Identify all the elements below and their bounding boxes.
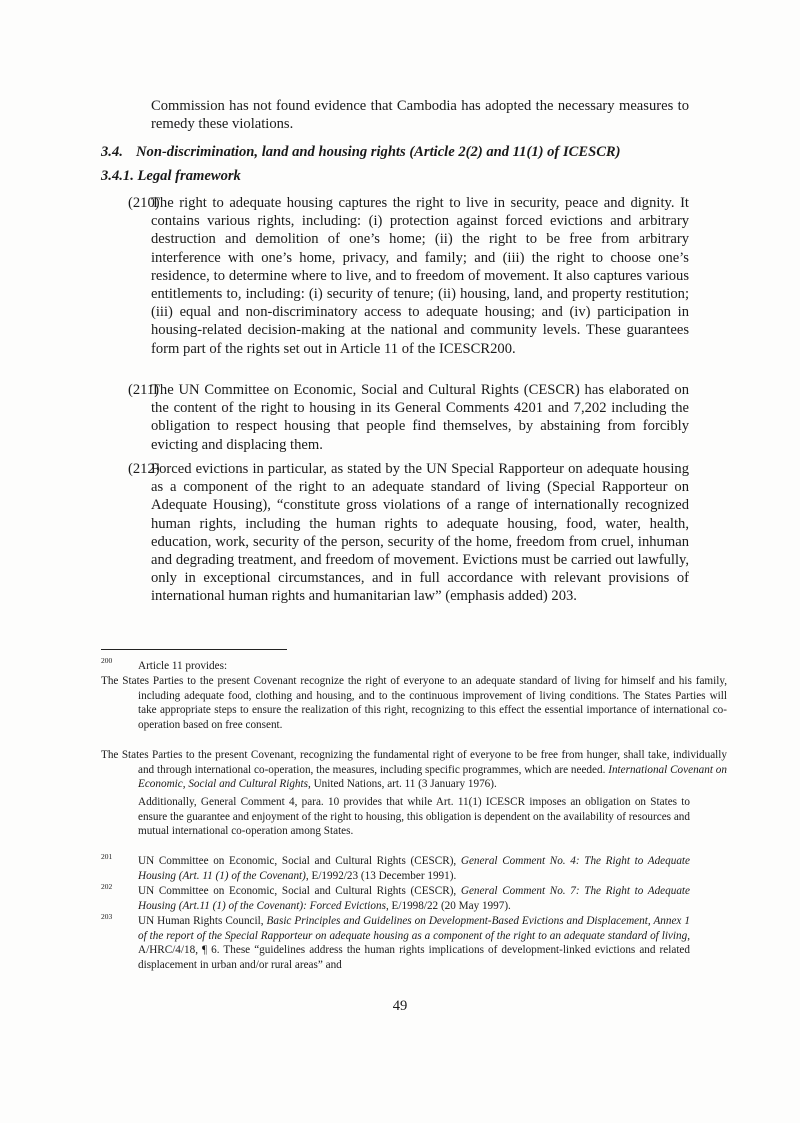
footnote-number: 202: [101, 882, 113, 891]
paragraph-210: [128, 194, 689, 358]
paragraph-text: Forced evictions in particular, as stated by the UN Special Rapporteur on adequate housing as a component of the right to an adequate standard of living (Special Rapporteur on Adequate Housing), “constitute gross violations of a range of internationally recognized human rights, including the human rights to adequate housing, food, water, health, education, work, security of the person, security of the home, freedom from cruel, inhuman and degrading treatment, and freedom of movement. Evictions must be carried out lawfully, only in exceptional circumstances, and in full accordance with relevant provisions of international human rights and humanitarian law” (emphasis added) 203.: [151, 461, 689, 605]
footnote-number: 200: [101, 656, 113, 665]
continued-paragraph: Commission has not found evidence that Cambodia has adopted the necessary measures to remedy these violations.: [151, 98, 689, 133]
footnote-citation-title: General Comment No. 4: The Right to Adequate Housing (Art. 11 (1) of the Covenant): [138, 855, 690, 882]
section-heading: [101, 144, 621, 161]
footnote-201: [138, 854, 690, 883]
footnote-citation-title: Basic Principles and Guidelines on Development-Based Evictions and Displacement, Annex 1 of the report of the Special Rapporteur on adequate housing as a component of the right to an adequate standard of living: [138, 915, 690, 942]
footnote-number: 201: [101, 852, 113, 861]
footnote-text: UN Committee on Economic, Social and Cultural Rights (CESCR),: [138, 855, 461, 867]
paragraph-text: The UN Committee on Economic, Social and Cultural Rights (CESCR) has elaborated on the content of the right to housing in its General Comments 4201 and 7,202 including the obligation to respect housing that people find themselves, by abstaining from forcibly evicting and displacing them.: [151, 382, 689, 453]
footnote-text: , A/HRC/4/18, ¶ 6. These “guidelines address the human rights implications of development-linked evictions and related displacement in urban and/or rural areas” and: [138, 929, 690, 971]
footnote-citation-title: International Covenant on Economic, Social and Cultural Rights: [138, 763, 727, 791]
page-number: 49: [392, 998, 408, 1014]
footnote-citation-title: General Comment No. 7: The Right to Adequate Housing (Art.11 (1) of the Covenant): Forced Evictions: [138, 885, 690, 912]
footnote-number: 203: [101, 912, 113, 921]
paragraph-number: (212): [128, 461, 160, 477]
footnote-200-additionally: Additionally, General Comment 4, para. 10 provides that while Art. 11(1) ICESCR imposes an obligation on States to ensure the guarantee and enjoyment of the right to housing, this obligation is dependent on the availability of resources and mutual international co-operation among States.: [138, 796, 690, 838]
footnote-text: UN Human Rights Council,: [138, 915, 267, 927]
footnote-text: , E/1992/23 (13 December 1991).: [305, 869, 457, 882]
footnote-separator: [101, 649, 287, 650]
paragraph-212: [128, 460, 689, 606]
section-number: 3.4.: [101, 144, 123, 160]
footnote-text: UN Committee on Economic, Social and Cultural Rights (CESCR),: [138, 885, 461, 897]
footnote-202: [138, 884, 690, 913]
subsection-heading: 3.4.1. Legal framework: [101, 168, 241, 184]
paragraph-number: (211): [128, 382, 160, 398]
paragraph-211: [128, 381, 689, 454]
footnote-text: The States Parties to the present Covenant, recognizing the fundamental right of everyone to be free from hunger, shall take, individually and through international co-operation, the measures, including specific programmes, which are needed.: [101, 749, 727, 776]
footnote-200-quote-2: [101, 748, 727, 792]
paragraph-number: (210): [128, 195, 160, 211]
footnote-203: [138, 914, 690, 972]
paragraph-text: The right to adequate housing captures the right to live in security, peace and dignity. It contains various rights, including: (i) protection against forced evictions and arbitrary destruction and demolition of one’s home; (ii) the right to be free from arbitrary interference with one’s home, privacy, and family; and (iii) the right to choose one’s residence, to determine where to live, and to freedom of movement. It also captures various entitlements to, including: (i) security of tenure; (ii) housing, land, and property restitution; (iii) equal and non-discriminatory access to adequate housing; and (iv) participation in housing-related decision-making at the national and community levels. These guarantees form part of the rights set out in Article 11 of the ICESCR200.: [151, 195, 689, 357]
footnote-text: , E/1998/22 (20 May 1997).: [385, 899, 511, 912]
section-title: Non-discrimination, land and housing rights (Article 2(2) and 11(1) of ICESCR): [136, 144, 621, 160]
footnote-200-quote-1: The States Parties to the present Covenant recognize the right of everyone to an adequate standard of living for himself and his family, including adequate food, clothing and housing, and to the continuous improvement of living conditions. The States Parties will take appropriate steps to ensure the realization of this right, recognizing to this effect the essential importance of international co-operation based on free consent.: [101, 675, 727, 731]
footnote-200-intro: Article 11 provides:: [138, 660, 228, 672]
footnote-text: , United Nations, art. 11 (3 January 1976).: [307, 778, 497, 791]
